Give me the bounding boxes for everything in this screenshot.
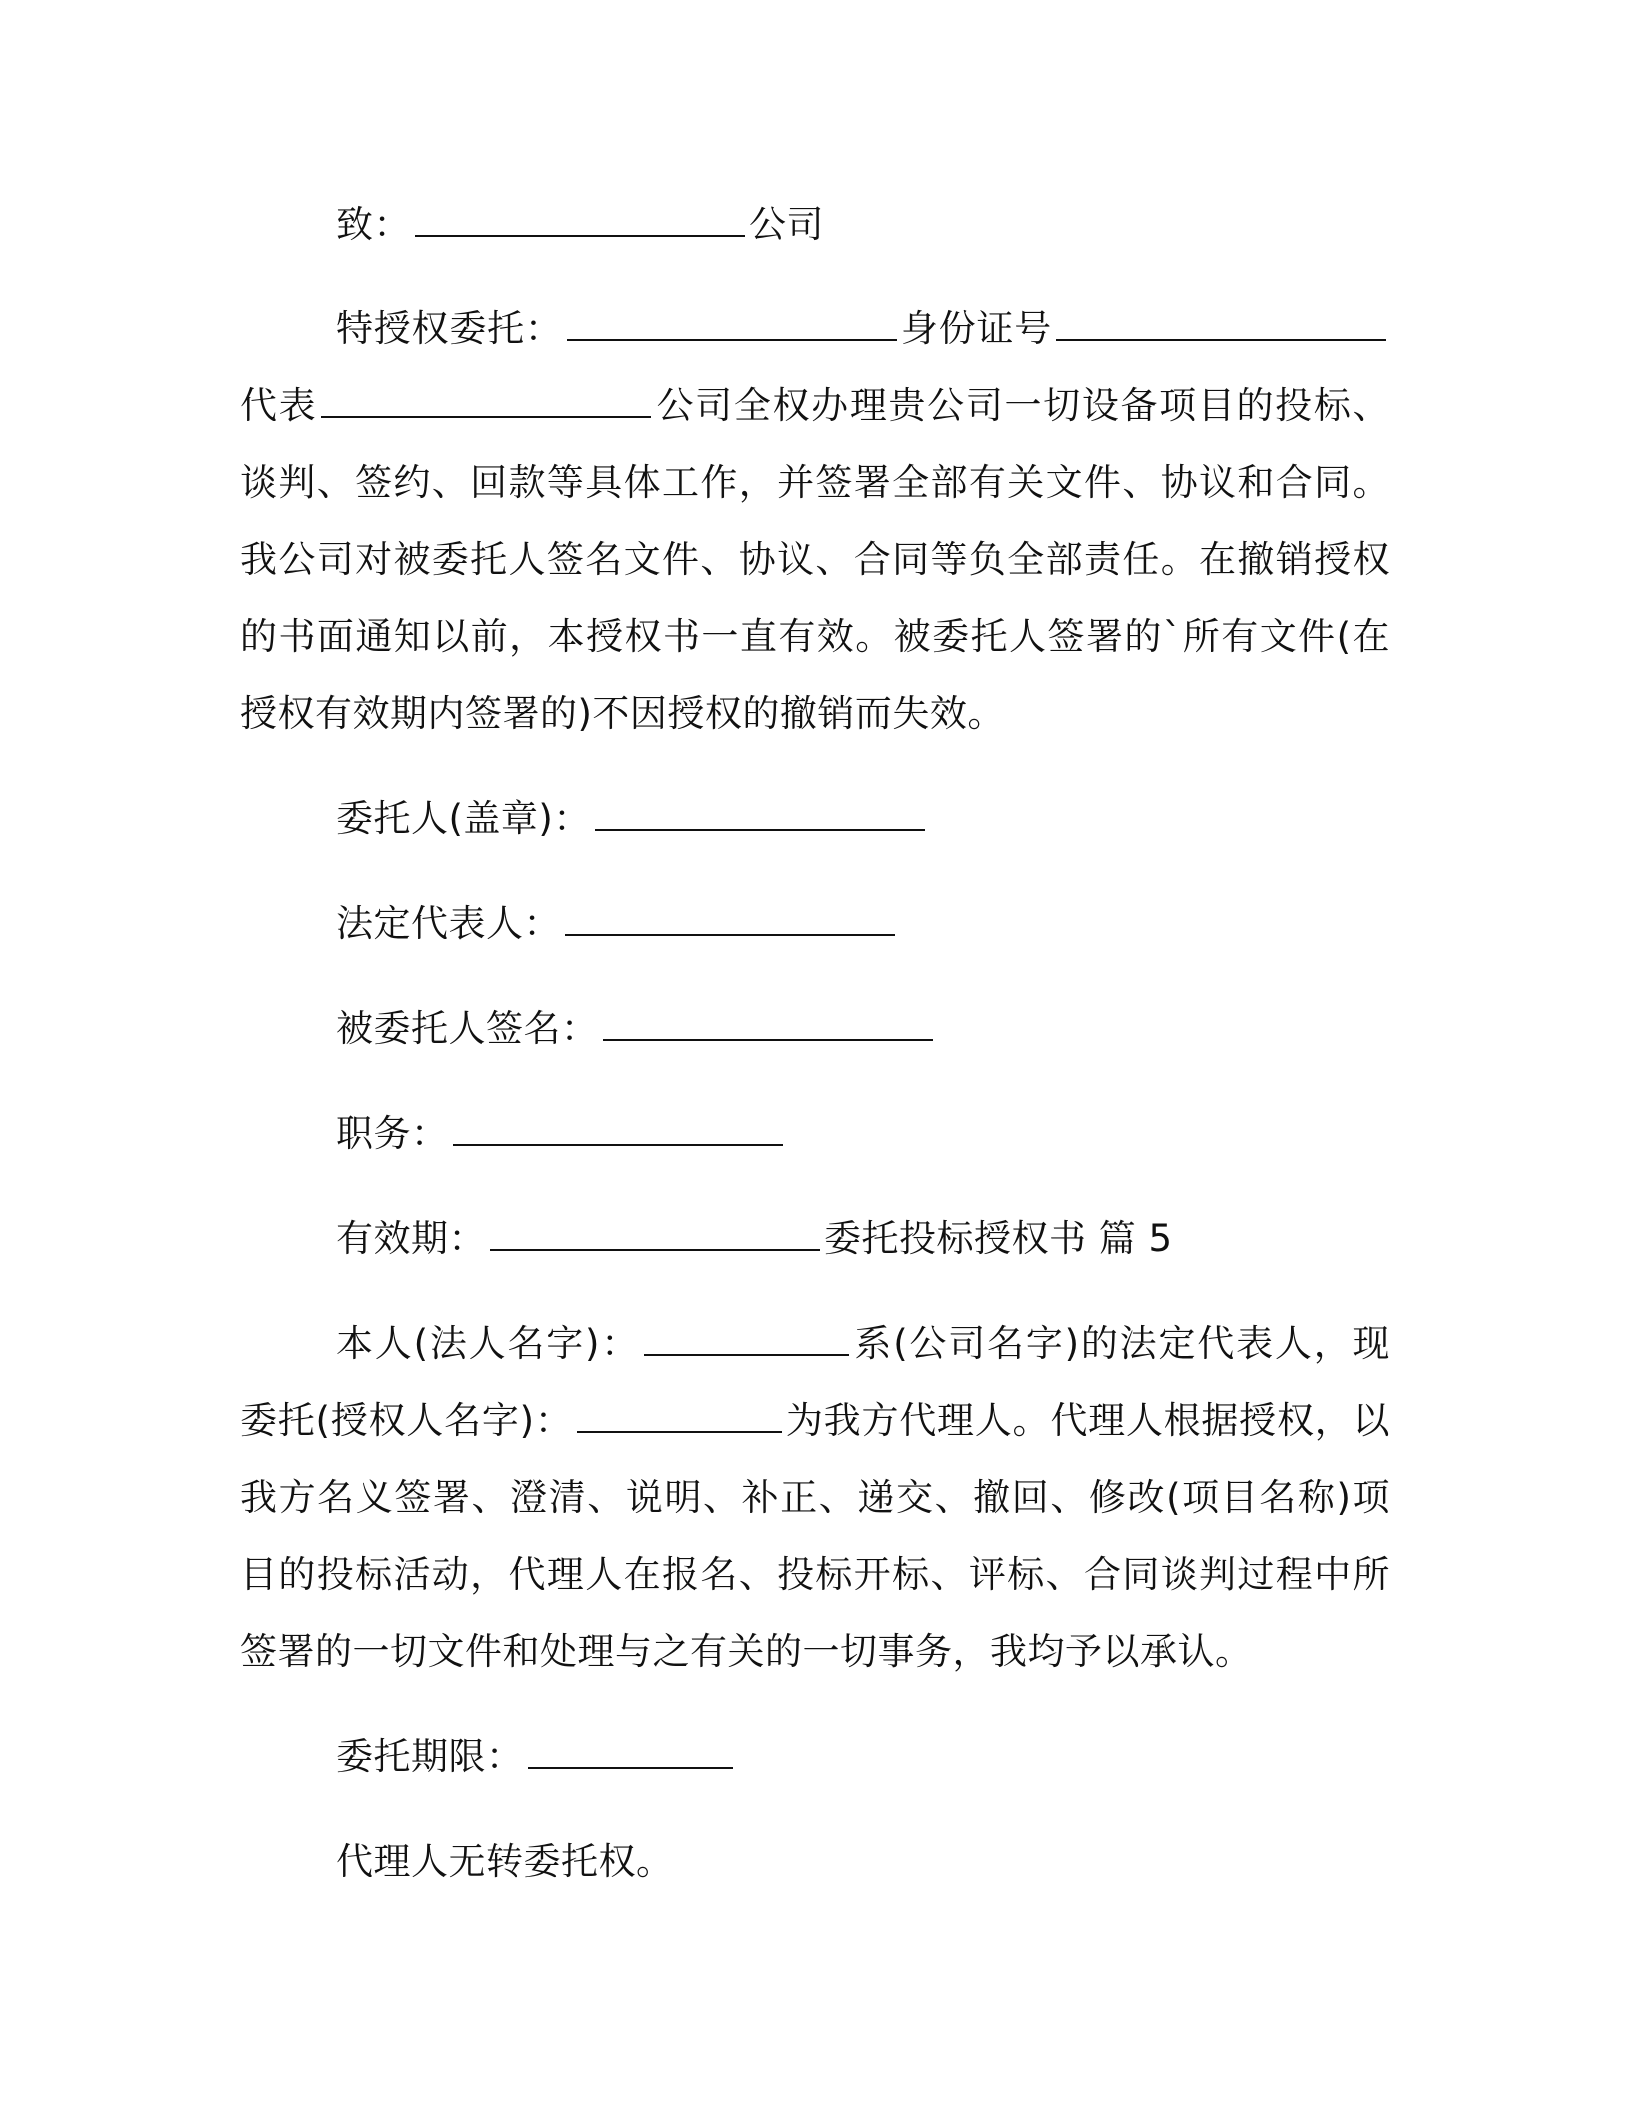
term-label: 委托期限： [336,1735,524,1778]
position-label: 职务： [336,1112,449,1155]
blank-company [415,205,745,237]
to-suffix: 公司 [749,203,824,246]
blank-legal-rep [565,904,895,936]
section-title: 委托投标授权书 篇 5 [824,1217,1173,1260]
blank-agent-signature [603,1009,933,1041]
agent-signature-line [240,990,1390,1067]
blank-position [453,1114,783,1146]
to-label: 致： [336,203,411,246]
validity-line [240,1200,1390,1277]
agent-signature-label: 被委托人签名： [336,1007,599,1050]
legal-person-paragraph [240,1305,1390,1690]
blank-authorized-name [577,1401,782,1433]
auth-label: 特授权委托： [336,307,563,350]
authorization-paragraph [240,290,1390,752]
document-body [240,186,1390,1900]
blank-agent-name [567,309,897,341]
id-number-label: 身份证号 [900,307,1053,350]
authorization-text: 公司全权办理贵公司一切设备项目的投标、谈判、签约、回款等具体工作，并签署全部有关文件、协议和合同。我公司对被委托人签名文件、协议、合同等负全部责任。在撤销授权的书面通知以前，本授权书一直有效。被委托人签署的`所有文件(在授权有效期内签署的)不因授权的撤销而失效。 [240,384,1391,735]
blank-client-seal [595,799,925,831]
represent-label: 代表 [240,384,318,427]
term-line [240,1718,1390,1795]
blank-validity [490,1219,820,1251]
client-seal-label: 委托人(盖章)： [336,797,591,840]
blank-legal-person-name [644,1324,849,1356]
company-appoint-text: 系(公司名字)的法定代表人，现委托(授权人名字)： [240,1322,1390,1442]
to-line [240,186,1390,263]
blank-id-number [1056,309,1386,341]
legal-person-label: 本人(法人名字)： [336,1322,641,1365]
legal-rep-line [240,885,1390,962]
client-seal-line [240,780,1390,857]
position-line [240,1095,1390,1172]
blank-represent-company [321,386,651,418]
legal-rep-label: 法定代表人： [336,902,561,945]
validity-label: 有效期： [336,1217,486,1260]
blank-term [528,1737,733,1769]
agent-scope-text: 为我方代理人。代理人根据授权，以我方名义签署、澄清、说明、补正、递交、撤回、修改(项目名称)项目的投标活动，代理人在报名、投标开标、评标、合同谈判过程中所签署的一切文件和处理与之有关的一切事务，我均予以承认。 [240,1399,1391,1673]
no-transfer-line: 代理人无转委托权。 [336,1840,674,1883]
